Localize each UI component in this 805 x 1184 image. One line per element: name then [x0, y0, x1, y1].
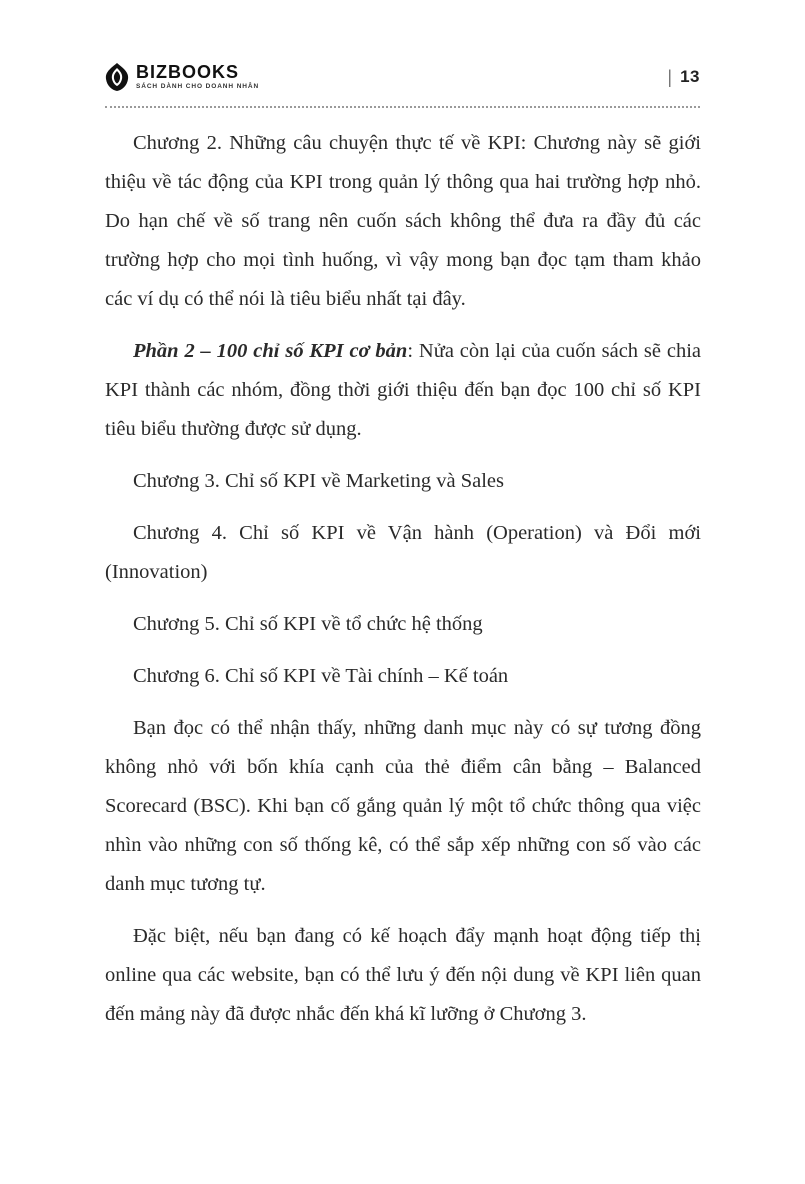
chapter3-title-line: Chương 3. Chỉ số KPI về Marketing và Sales	[133, 470, 504, 492]
brand-text-block	[136, 63, 259, 91]
part2-description: : Nửa còn lại của cuốn sách sẽ chia KPI thành các nhóm, đồng thời giới thiệu đến bạn đọc 100 chỉ số KPI tiêu biểu thường được sử dụng.	[105, 340, 701, 440]
paragraph-bsc-comparison: Bạn đọc có thể nhận thấy, những danh mục này có sự tương đồng không nhỏ với bốn khía cạnh của thẻ điểm cân bằng – Balanced Scorecard (BSC). Khi bạn cố gắng quản lý một tổ chức thông qua việc nhìn vào những con số thống kê, có thể sắp xếp những con số vào các danh mục tương tự.	[105, 717, 701, 895]
page-number: 13	[680, 67, 700, 86]
page-content	[105, 124, 701, 1047]
paragraph-part2-intro	[105, 332, 701, 449]
page-number-separator: |	[667, 66, 673, 87]
chapter6-title-line: Chương 6. Chỉ số KPI về Tài chính – Kế toán	[133, 665, 509, 687]
chapter5-title-line: Chương 5. Chỉ số KPI về tổ chức hệ thống	[133, 613, 483, 635]
part2-heading: Phần 2 – 100 chỉ số KPI cơ bản	[133, 340, 408, 362]
page-number-block	[667, 67, 700, 88]
brand-name: BIZBOOKS	[136, 62, 240, 83]
paragraph-chapter2-summary: Chương 2. Những câu chuyện thực tế về KPI: Chương này sẽ giới thiệu về tác động của KPI trong quản lý thông qua hai trường hợp nhỏ. Do hạn chế về số trang nên cuốn sách không thể đưa ra đầy đủ các trường hợp cho mọi tình huống, vì vậy mong bạn đọc tạm tham khảo các ví dụ có thể nói là tiêu biểu nhất tại đây.	[105, 132, 701, 310]
chapter4-title-line: Chương 4. Chỉ số KPI về Vận hành (Operation) và Đổi mới (Innovation)	[105, 522, 701, 583]
publisher-brand	[105, 63, 259, 91]
brand-tagline: SÁCH DÀNH CHO DOANH NHÂN	[136, 83, 260, 91]
bizbooks-logo-icon	[105, 63, 129, 91]
paragraph-online-marketing-note: Đặc biệt, nếu bạn đang có kế hoạch đẩy mạnh hoạt động tiếp thị online qua các website, bạn có thể lưu ý đến nội dung về KPI liên quan đến mảng này đã được nhắc đến khá kĩ lưỡng ở Chương 3.	[105, 925, 701, 1025]
page-header	[105, 56, 700, 108]
